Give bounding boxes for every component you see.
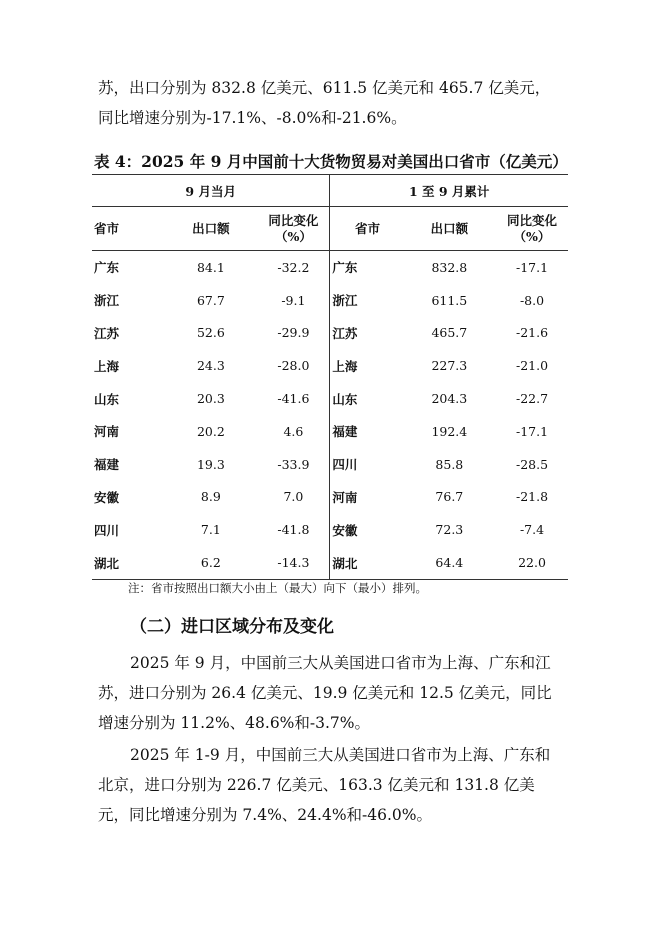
cumulative-province: 福建 <box>332 424 358 440</box>
col-header-export: 出口额 <box>164 207 257 251</box>
cumulative-change: -28.5 <box>515 456 549 472</box>
month-province: 江苏 <box>94 325 120 341</box>
intro-paragraph: 苏，出口分别为 832.8 亿美元、611.5 亿美元和 465.7 亿美元，同比增速分别为-17.1%、-8.0%和-21.6%。 <box>98 79 551 127</box>
group-header-cumulative: 1 至 9 月累计 <box>330 175 568 207</box>
cumulative-export: 192.4 <box>431 423 468 439</box>
table-row <box>92 251 568 284</box>
month-province: 河南 <box>94 424 120 440</box>
section-heading: （二）进口区域分布及变化 <box>130 617 334 637</box>
cumulative-province: 江苏 <box>332 325 358 341</box>
col-header-change <box>496 207 568 251</box>
table-row <box>92 415 568 448</box>
table-row <box>92 284 568 317</box>
group-header-row <box>92 175 568 207</box>
cumulative-change: -8.0 <box>519 292 545 308</box>
col-header-province: 省市 <box>92 207 164 251</box>
month-province: 上海 <box>94 358 120 374</box>
export-provinces-table <box>92 174 568 580</box>
month-change: -32.2 <box>257 251 329 284</box>
paragraph-september: 2025 年 9 月，中国前三大从美国进口省市为上海、广东和江苏，进口分别为 26.4 亿美元、19.9 亿美元和 12.5 亿美元，同比增速分别为 11.2%、48.6%和-3.7%。 <box>98 654 552 732</box>
cumulative-province: 上海 <box>332 358 358 374</box>
cumulative-province: 山东 <box>332 391 358 407</box>
month-change: -41.8 <box>257 513 329 546</box>
month-province: 福建 <box>94 457 120 473</box>
table-row <box>92 513 568 546</box>
month-change: -29.9 <box>257 317 329 350</box>
month-change: -41.6 <box>257 382 329 415</box>
cumulative-province: 浙江 <box>332 293 358 309</box>
month-export: 20.2 <box>196 423 225 439</box>
month-province: 广东 <box>94 260 120 276</box>
paragraph-year-to-date: 2025 年 1-9 月，中国前三大从美国进口省市为上海、广东和北京，进口分别为 226.7 亿美元、163.3 亿美元和 131.8 亿美元，同比增速分别为 7.4%、24.4%和-46.0%。 <box>98 746 551 824</box>
month-change: 4.6 <box>257 415 329 448</box>
col-header-change-line1: 同比变化 <box>506 212 557 228</box>
cumulative-province: 四川 <box>332 457 358 473</box>
month-export: 67.7 <box>196 292 225 308</box>
cumulative-change: -21.0 <box>515 358 549 374</box>
col-header-change-line1: 同比变化 <box>268 212 319 228</box>
month-export: 52.6 <box>196 325 225 341</box>
group-header-month: 9 月当月 <box>92 175 330 207</box>
col-header-province: 省市 <box>330 207 403 251</box>
month-change: -14.3 <box>257 546 329 579</box>
table-row <box>92 349 568 382</box>
cumulative-export: 204.3 <box>431 391 468 407</box>
cumulative-change: -21.8 <box>515 489 549 505</box>
table-row <box>92 546 568 579</box>
cumulative-change: -17.1 <box>515 423 549 439</box>
cumulative-province: 河南 <box>332 489 358 505</box>
table-row <box>92 481 568 514</box>
cumulative-export: 611.5 <box>431 292 468 308</box>
month-change: 7.0 <box>257 481 329 514</box>
cumulative-export: 76.7 <box>435 489 464 505</box>
month-province: 浙江 <box>94 293 120 309</box>
cumulative-province: 安徽 <box>332 522 358 538</box>
month-change: -28.0 <box>257 349 329 382</box>
table-note: 注：省市按照出口额大小由上（最大）向下（最小）排列。 <box>128 581 427 595</box>
month-export: 19.3 <box>196 456 225 472</box>
col-header-change-line2: （%） <box>274 228 312 244</box>
month-province: 四川 <box>94 522 120 538</box>
cumulative-export: 72.3 <box>435 522 464 538</box>
table-row <box>92 317 568 350</box>
month-export: 24.3 <box>196 358 225 374</box>
cumulative-export: 227.3 <box>431 358 468 374</box>
cumulative-export: 64.4 <box>403 546 496 579</box>
cumulative-export: 465.7 <box>431 325 468 341</box>
month-export: 6.2 <box>164 546 257 579</box>
table-row <box>92 448 568 481</box>
cumulative-province: 湖北 <box>330 546 403 579</box>
column-header-row <box>92 207 568 251</box>
month-province: 安徽 <box>94 489 120 505</box>
month-province: 山东 <box>94 391 120 407</box>
cumulative-change: -7.4 <box>519 522 545 538</box>
month-province: 湖北 <box>92 546 164 579</box>
cumulative-change: 22.0 <box>496 546 568 579</box>
col-header-change <box>257 207 329 251</box>
cumulative-change: -22.7 <box>515 391 549 407</box>
cumulative-change: -21.6 <box>515 325 549 341</box>
col-header-change-line2: （%） <box>513 228 551 244</box>
month-export: 20.3 <box>196 391 225 407</box>
month-change: -33.9 <box>257 448 329 481</box>
month-export: 8.9 <box>200 489 221 505</box>
cumulative-export: 832.8 <box>431 259 468 275</box>
table-caption: 表 4：2025 年 9 月中国前十大货物贸易对美国出口省市（亿美元） <box>94 152 568 171</box>
col-header-export: 出口额 <box>403 207 496 251</box>
cumulative-export: 85.8 <box>435 456 464 472</box>
month-export: 84.1 <box>196 259 225 275</box>
month-change: -9.1 <box>257 284 329 317</box>
table-row <box>92 382 568 415</box>
cumulative-change: -17.1 <box>515 259 549 275</box>
cumulative-province: 广东 <box>332 260 358 276</box>
month-export: 7.1 <box>200 522 221 538</box>
